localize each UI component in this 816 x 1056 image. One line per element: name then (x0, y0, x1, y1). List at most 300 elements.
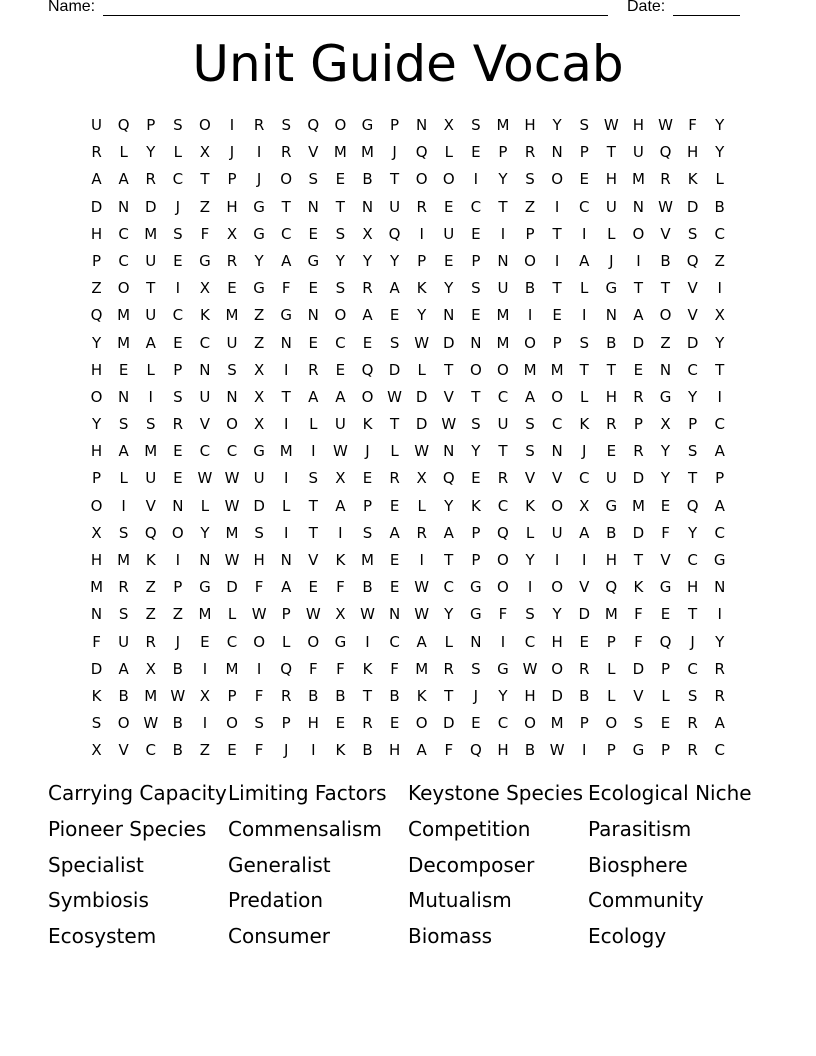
grid-letter: I (527, 306, 533, 325)
grid-letter: E (471, 143, 481, 162)
grid-letter: W (251, 605, 267, 624)
grid-letter: Z (714, 251, 725, 270)
grid-letter: Q (442, 469, 455, 488)
grid-letter: E (471, 714, 481, 733)
grid-letter: Z (199, 741, 211, 760)
grid-letter: I (202, 714, 208, 733)
grid-letter: P (579, 714, 589, 733)
grid-letter: A (308, 387, 319, 406)
grid-letter: I (229, 116, 235, 134)
grid-letter: Q (686, 251, 699, 270)
grid-letter: O (253, 632, 266, 651)
word-list (48, 778, 768, 957)
grid-letter: F (634, 632, 643, 651)
grid-letter: I (500, 224, 506, 243)
grid-letter: O (469, 360, 482, 379)
grid-letter: X (660, 415, 671, 434)
grid-letter: J (690, 632, 695, 651)
grid-letter: S (335, 224, 346, 243)
grid-letter: O (415, 170, 428, 189)
grid-letter: Y (471, 442, 481, 461)
grid-letter: S (471, 279, 481, 298)
grid-letter: Q (90, 306, 103, 325)
grid-letter: C (714, 415, 725, 434)
grid-letter: F (498, 605, 508, 624)
grid-letter: D (686, 197, 699, 216)
grid-letter: V (443, 387, 454, 406)
grid-letter: F (281, 279, 291, 298)
grid-letter: V (308, 143, 319, 162)
grid-letter: K (200, 306, 210, 325)
grid-letter: Y (715, 632, 725, 651)
grid-letter: G (253, 279, 265, 298)
grid-letter: Y (688, 523, 698, 542)
grid-letter: G (470, 578, 482, 597)
grid-letter: L (661, 686, 670, 705)
word-list-item: Competition (408, 816, 531, 841)
grid-letter: O (551, 170, 564, 189)
grid-letter: B (362, 578, 373, 597)
grid-letter: O (199, 116, 211, 134)
grid-letter: U (389, 197, 401, 216)
grid-letter: M (279, 442, 293, 461)
grid-letter: L (607, 659, 616, 678)
grid-letter: I (202, 659, 208, 678)
grid-letter: V (660, 224, 671, 243)
grid-letter: E (660, 496, 671, 515)
grid-letter: D (226, 578, 238, 597)
grid-letter: N (605, 306, 617, 325)
grid-letter: D (442, 714, 455, 733)
grid-letter: H (632, 116, 645, 134)
grid-letter: Y (389, 251, 400, 270)
grid-letter: P (552, 333, 562, 352)
grid-letter: U (226, 333, 238, 352)
grid-letter: H (551, 632, 563, 651)
grid-letter: I (500, 632, 506, 651)
grid-letter: Q (686, 496, 699, 515)
grid-letter: C (470, 197, 482, 216)
grid-letter: Z (253, 333, 265, 352)
grid-letter: B (118, 686, 129, 705)
grid-letter: C (199, 333, 211, 352)
grid-letter: D (686, 333, 699, 352)
grid-letter: V (524, 469, 536, 488)
grid-letter: N (307, 306, 319, 325)
grid-letter: N (280, 333, 292, 352)
grid-letter: N (199, 360, 211, 379)
grid-letter: M (604, 605, 618, 624)
grid-letter: B (579, 686, 590, 705)
grid-letter: L (309, 415, 318, 434)
grid-letter: D (388, 360, 401, 379)
grid-letter: Y (91, 415, 102, 434)
grid-letter: N (388, 605, 401, 624)
grid-letter: O (334, 306, 347, 325)
grid-letter: R (145, 170, 156, 189)
grid-letter: N (226, 387, 238, 406)
grid-letter: A (335, 496, 346, 515)
grid-letter: Q (388, 224, 401, 243)
grid-letter: T (606, 143, 616, 162)
grid-letter: B (606, 523, 617, 542)
grid-letter: K (579, 415, 590, 434)
word-list-item: Biosphere (588, 852, 688, 877)
grid-letter: I (283, 415, 289, 434)
grid-letter: N (714, 578, 726, 597)
grid-letter: T (471, 387, 481, 406)
grid-letter: T (498, 442, 508, 461)
grid-letter: W (360, 605, 375, 624)
grid-letter: Z (172, 605, 183, 624)
grid-letter: L (444, 632, 453, 651)
grid-letter: G (253, 224, 265, 243)
grid-letter: C (280, 224, 292, 243)
grid-letter: W (224, 469, 240, 488)
grid-letter: I (419, 551, 424, 569)
grid-letter: B (524, 279, 536, 298)
grid-letter: W (305, 605, 321, 624)
grid-letter: P (417, 251, 427, 270)
word-list-item: Decomposer (408, 852, 535, 877)
grid-letter: M (225, 306, 239, 325)
grid-letter: E (660, 714, 671, 733)
grid-letter: A (714, 442, 725, 461)
grid-letter: R (416, 197, 427, 216)
grid-letter: G (307, 251, 320, 270)
grid-letter: P (173, 578, 183, 597)
grid-letter: Y (552, 605, 562, 624)
grid-letter: G (361, 116, 374, 134)
grid-letter: S (362, 523, 373, 542)
grid-letter: L (227, 605, 237, 624)
grid-letter: C (714, 741, 725, 760)
grid-letter: E (660, 605, 671, 624)
grid-letter: A (389, 523, 400, 542)
grid-letter: D (632, 659, 645, 678)
word-list-item: Generalist (228, 852, 331, 877)
grid-letter: X (199, 279, 211, 298)
grid-letter: S (471, 415, 481, 434)
grid-letter: B (714, 197, 725, 216)
grid-letter: H (497, 741, 509, 760)
grid-letter: M (225, 523, 239, 542)
grid-letter: H (307, 714, 319, 733)
grid-letter: C (687, 360, 698, 379)
grid-letter: I (283, 360, 289, 379)
grid-letter: T (715, 360, 725, 379)
grid-letter: X (253, 360, 265, 379)
grid-letter: P (92, 469, 102, 488)
grid-letter: R (687, 741, 698, 760)
grid-letter: I (582, 224, 587, 243)
grid-letter: D (632, 469, 645, 488)
grid-letter: L (173, 143, 182, 162)
grid-letter: O (442, 170, 455, 189)
grid-letter: N (199, 551, 211, 569)
grid-letter: T (335, 197, 345, 216)
grid-letter: R (524, 143, 536, 162)
grid-letter: I (554, 197, 560, 216)
grid-letter: E (633, 360, 644, 379)
grid-letter: P (579, 143, 589, 162)
grid-letter: U (497, 279, 509, 298)
grid-letter: M (496, 306, 510, 325)
grid-letter: G (334, 632, 347, 651)
grid-letter: O (226, 714, 238, 733)
grid-letter: O (605, 714, 618, 733)
grid-letter: L (417, 360, 426, 379)
grid-letter: I (311, 741, 316, 760)
grid-letter: A (118, 442, 129, 461)
grid-letter: A (91, 170, 102, 189)
grid-letter: Y (362, 251, 373, 270)
grid-letter: C (524, 632, 536, 651)
grid-letter: N (416, 116, 428, 134)
grid-letter: W (658, 116, 673, 134)
grid-letter: F (200, 224, 210, 243)
grid-letter: Q (659, 143, 672, 162)
grid-letter: L (417, 496, 426, 515)
grid-letter: G (253, 442, 265, 461)
grid-letter: L (390, 442, 399, 461)
grid-letter: I (582, 741, 587, 760)
grid-letter: Q (497, 523, 509, 542)
grid-letter: A (362, 306, 373, 325)
grid-letter: J (609, 251, 614, 270)
grid-letter: C (578, 197, 590, 216)
grid-letter: U (145, 251, 157, 270)
grid-letter: S (633, 714, 644, 733)
grid-letter: O (524, 251, 536, 270)
grid-letter: R (308, 360, 319, 379)
grid-letter: I (283, 469, 289, 488)
grid-letter: R (633, 442, 644, 461)
grid-letter: U (91, 116, 103, 134)
grid-letter: S (227, 360, 237, 379)
grid-letter: U (605, 469, 617, 488)
grid-letter: T (552, 224, 562, 243)
grid-letter: Z (253, 306, 265, 325)
grid-letter: Q (605, 578, 618, 597)
grid-letter: U (605, 197, 617, 216)
grid-letter: I (717, 279, 722, 298)
grid-letter: E (173, 251, 183, 270)
grid-letter: O (524, 714, 536, 733)
grid-letter: E (471, 469, 481, 488)
grid-letter: E (579, 170, 589, 189)
word-list-item: Ecology (588, 924, 667, 949)
grid-letter: R (443, 659, 454, 678)
grid-letter: G (253, 197, 265, 216)
grid-letter: T (200, 170, 210, 189)
grid-letter: U (118, 632, 130, 651)
grid-letter: T (389, 170, 400, 189)
grid-letter: H (90, 224, 103, 243)
grid-letter: S (308, 469, 319, 488)
grid-letter: T (552, 279, 562, 298)
grid-letter: P (688, 415, 698, 434)
grid-letter: I (365, 632, 370, 651)
grid-letter: L (119, 469, 128, 488)
grid-letter: W (414, 442, 430, 461)
grid-letter: O (117, 279, 130, 298)
grid-letter: A (118, 170, 129, 189)
grid-letter: W (143, 714, 159, 733)
grid-letter: O (90, 387, 103, 406)
grid-letter: S (254, 523, 264, 542)
grid-letter: E (606, 442, 617, 461)
letter-grid (83, 113, 733, 766)
grid-letter: N (551, 143, 563, 162)
grid-letter: K (91, 686, 102, 705)
grid-letter: I (121, 496, 126, 515)
grid-letter: Q (280, 659, 293, 678)
grid-letter: U (334, 415, 346, 434)
grid-letter: Y (444, 605, 454, 624)
grid-letter: Y (498, 170, 508, 189)
grid-letter: D (415, 415, 428, 434)
grid-letter: R (416, 523, 427, 542)
grid-letter: Y (715, 333, 725, 352)
grid-letter: N (361, 197, 374, 216)
grid-letter: A (416, 632, 427, 651)
grid-letter: E (308, 224, 319, 243)
grid-letter: I (582, 306, 587, 325)
grid-letter: L (580, 387, 589, 406)
grid-letter: R (579, 659, 590, 678)
grid-letter: G (497, 659, 509, 678)
grid-letter: E (389, 578, 400, 597)
grid-letter: E (552, 306, 562, 325)
grid-letter: S (579, 116, 589, 134)
grid-letter: E (444, 251, 454, 270)
grid-letter: N (118, 387, 130, 406)
grid-letter: C (714, 224, 725, 243)
word-list-item: Keystone Species (408, 781, 584, 805)
grid-letter: K (687, 170, 698, 189)
grid-letter: K (416, 279, 427, 298)
grid-letter: E (335, 360, 346, 379)
grid-letter: O (334, 116, 347, 134)
grid-letter: Y (498, 686, 508, 705)
grid-letter: I (717, 605, 722, 624)
grid-letter: S (173, 387, 183, 406)
word-list-item: Pioneer Species (48, 816, 207, 841)
grid-letter: U (199, 387, 211, 406)
grid-letter: P (227, 686, 237, 705)
grid-letter: E (362, 333, 373, 352)
grid-letter: C (551, 415, 563, 434)
grid-letter: X (362, 224, 373, 243)
grid-letter: T (688, 469, 698, 488)
grid-letter: F (634, 605, 643, 624)
grid-letter: O (280, 170, 293, 189)
grid-letter: P (146, 116, 156, 134)
grid-letter: N (443, 306, 455, 325)
grid-letter: H (605, 551, 617, 569)
grid-letter: E (335, 170, 346, 189)
grid-letter: A (281, 251, 292, 270)
grid-letter: V (308, 551, 319, 569)
grid-letter: V (199, 415, 211, 434)
grid-letter: D (415, 387, 428, 406)
grid-letter: P (715, 469, 725, 488)
grid-letter: S (687, 442, 698, 461)
grid-letter: H (253, 551, 265, 569)
grid-letter: M (117, 306, 131, 325)
grid-letter: A (579, 523, 590, 542)
grid-letter: E (579, 632, 589, 651)
grid-letter: L (715, 170, 724, 189)
grid-letter: A (579, 251, 590, 270)
grid-letter: R (118, 578, 129, 597)
grid-letter: K (525, 496, 535, 515)
grid-letter: R (145, 632, 156, 651)
grid-letter: E (308, 279, 319, 298)
grid-letter: D (90, 659, 103, 678)
grid-letter: H (388, 741, 401, 760)
grid-letter: A (633, 306, 644, 325)
grid-letter: E (173, 469, 183, 488)
grid-letter: N (659, 360, 672, 379)
grid-letter: O (524, 333, 536, 352)
grid-letter: E (389, 496, 400, 515)
grid-letter: B (335, 686, 346, 705)
grid-letter: W (332, 442, 348, 461)
grid-letter: S (525, 415, 535, 434)
grid-letter: S (471, 116, 481, 134)
grid-letter: F (254, 741, 264, 760)
grid-letter: O (551, 496, 564, 515)
grid-letter: S (687, 686, 698, 705)
grid-letter: T (579, 360, 589, 379)
grid-letter: S (525, 442, 535, 461)
grid-letter: Y (254, 251, 264, 270)
grid-letter: G (280, 306, 293, 325)
grid-letter: Z (91, 279, 102, 298)
grid-letter: T (281, 387, 291, 406)
grid-letter: E (362, 469, 373, 488)
grid-letter: M (550, 360, 564, 379)
grid-letter: P (660, 659, 671, 678)
grid-letter: C (497, 496, 509, 515)
grid-letter: G (199, 578, 211, 597)
grid-letter: H (226, 197, 238, 216)
grid-letter: L (607, 686, 616, 705)
grid-letter: N (443, 442, 455, 461)
grid-letter: K (470, 496, 481, 515)
grid-letter: X (199, 143, 211, 162)
grid-letter: T (688, 605, 698, 624)
grid-letter: E (173, 442, 183, 461)
grid-letter: A (281, 578, 292, 597)
grid-letter: I (473, 170, 479, 189)
grid-letter: D (442, 333, 455, 352)
grid-letter: X (253, 387, 265, 406)
word-list-item: Parasitism (588, 816, 692, 841)
grid-letter: U (253, 469, 265, 488)
grid-letter: T (660, 279, 671, 298)
grid-letter: N (307, 197, 319, 216)
grid-letter: E (389, 306, 400, 325)
grid-letter: Y (525, 551, 535, 569)
grid-letter: P (281, 605, 291, 624)
name-label: Name: (48, 0, 96, 15)
grid-letter: B (389, 686, 400, 705)
grid-letter: R (362, 279, 373, 298)
grid-letter: W (522, 659, 538, 678)
